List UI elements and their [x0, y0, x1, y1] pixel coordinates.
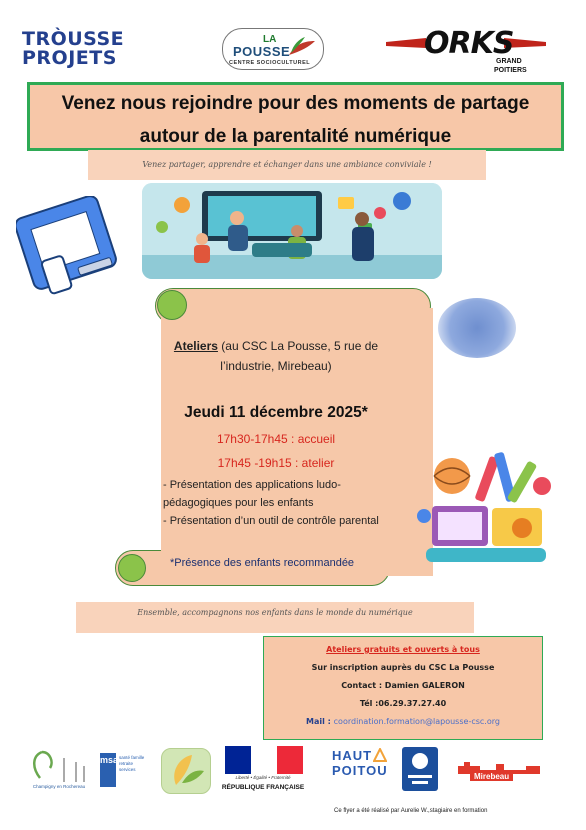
- info-mail: [264, 717, 542, 726]
- triangle-icon: [373, 748, 387, 762]
- pousse-logo-la: LA: [263, 34, 277, 45]
- haut-poitou-logo: [329, 746, 389, 790]
- info-contact: Contact : Damien GALERON: [341, 681, 465, 690]
- champigny-caption: Champigny en Rochereau: [32, 784, 86, 789]
- subtitle-text: Venez partager, apprendre et échanger dans une ambiance conviviale !: [142, 160, 432, 169]
- rf-devise: Liberté • Égalité • Fraternité: [235, 775, 291, 780]
- mail-address-link[interactable]: coordination.formation@lapousse-csc.org: [333, 717, 500, 726]
- republique-francaise-logo: [221, 744, 305, 798]
- event-date: Jeudi 11 décembre 2025*: [184, 404, 368, 421]
- caf-icon: [398, 745, 442, 793]
- devices-illustration: [16, 196, 126, 300]
- orks-word: ORKS: [424, 26, 514, 61]
- ateliers-location: [165, 336, 387, 376]
- trousse-projets-logo: [22, 28, 125, 74]
- family-illustration: [142, 183, 442, 279]
- trousse-logo-line2: PROJETS: [22, 47, 117, 69]
- pousse-logo-sub: CENTRE SOCIOCULTUREL: [229, 60, 311, 66]
- mail-label: Mail :: [306, 717, 331, 726]
- msa-text: santé famille retraite services: [119, 755, 145, 772]
- program-item: - Présentation des applications ludo-pédagogiques pour les enfants: [163, 479, 341, 509]
- ateliers-label: Ateliers: [173, 339, 218, 353]
- leaf-icon: [162, 749, 212, 795]
- msa-logo: [100, 749, 150, 791]
- info-phone: Tél :06.29.37.27.40: [359, 699, 447, 708]
- ateliers-location-text: (au CSC La Pousse, 5 rue de l’industrie, Mirebeau): [220, 339, 379, 373]
- haut-poitou-line1: HAUT: [332, 748, 373, 763]
- champigny-logo: [28, 748, 90, 792]
- orks-sub1: GRAND: [496, 58, 522, 65]
- wind-turbine-icon: [28, 748, 90, 784]
- orks-grand-poitiers-logo: [386, 26, 546, 82]
- program-list: [163, 476, 387, 530]
- caf-logo: [398, 745, 442, 793]
- sprout-icon: [285, 35, 319, 57]
- scroll-curl-bottom: [118, 554, 146, 582]
- pousse-logo-name: POUSSE: [233, 44, 291, 59]
- marianne-flag-icon: [225, 746, 303, 774]
- info-inscription: Sur inscription auprès du CSC La Pousse: [311, 663, 495, 672]
- orks-sub2: POITIERS: [494, 67, 527, 74]
- program-item: - Présentation d’un outil de contrôle parental: [163, 515, 379, 527]
- trousse-logo-line1: TRÒUSSE: [22, 28, 125, 50]
- info-heading: Ateliers gratuits et ouverts à tous: [326, 645, 480, 654]
- title-line1: Venez nous rejoindre pour des moments de partage: [61, 93, 530, 114]
- ensemble-band: [76, 602, 474, 633]
- green-partner-logo: [161, 748, 211, 794]
- mirebeau-word: Mirebeau: [470, 772, 513, 781]
- mirebeau-logo: [456, 760, 542, 786]
- time-atelier: 17h45 -19h15 : atelier: [217, 456, 335, 470]
- subtitle-band: [88, 150, 486, 180]
- time-accueil: 17h30-17h45 : accueil: [216, 432, 336, 446]
- credit-line: Ce flyer a été réalisé par Aurelie W.,stagiaire en formation: [334, 808, 488, 814]
- ensemble-text: Ensemble, accompagnons nos enfants dans le monde du numérique: [137, 608, 413, 617]
- education-icons-illustration: [438, 298, 516, 358]
- info-box: [263, 636, 543, 740]
- children-note: *Présence des enfants recommandée: [170, 557, 355, 569]
- msa-box: msa: [100, 753, 116, 787]
- school-supplies-illustration: [412, 446, 562, 581]
- haut-poitou-line2: POITOU: [332, 763, 388, 778]
- title-box: [27, 82, 564, 151]
- scroll-curl-top: [157, 290, 187, 320]
- title-line2: autour de la parentalité numérique: [139, 126, 452, 147]
- rf-name: RÉPUBLIQUE FRANÇAISE: [221, 784, 305, 791]
- la-pousse-logo: [222, 28, 324, 70]
